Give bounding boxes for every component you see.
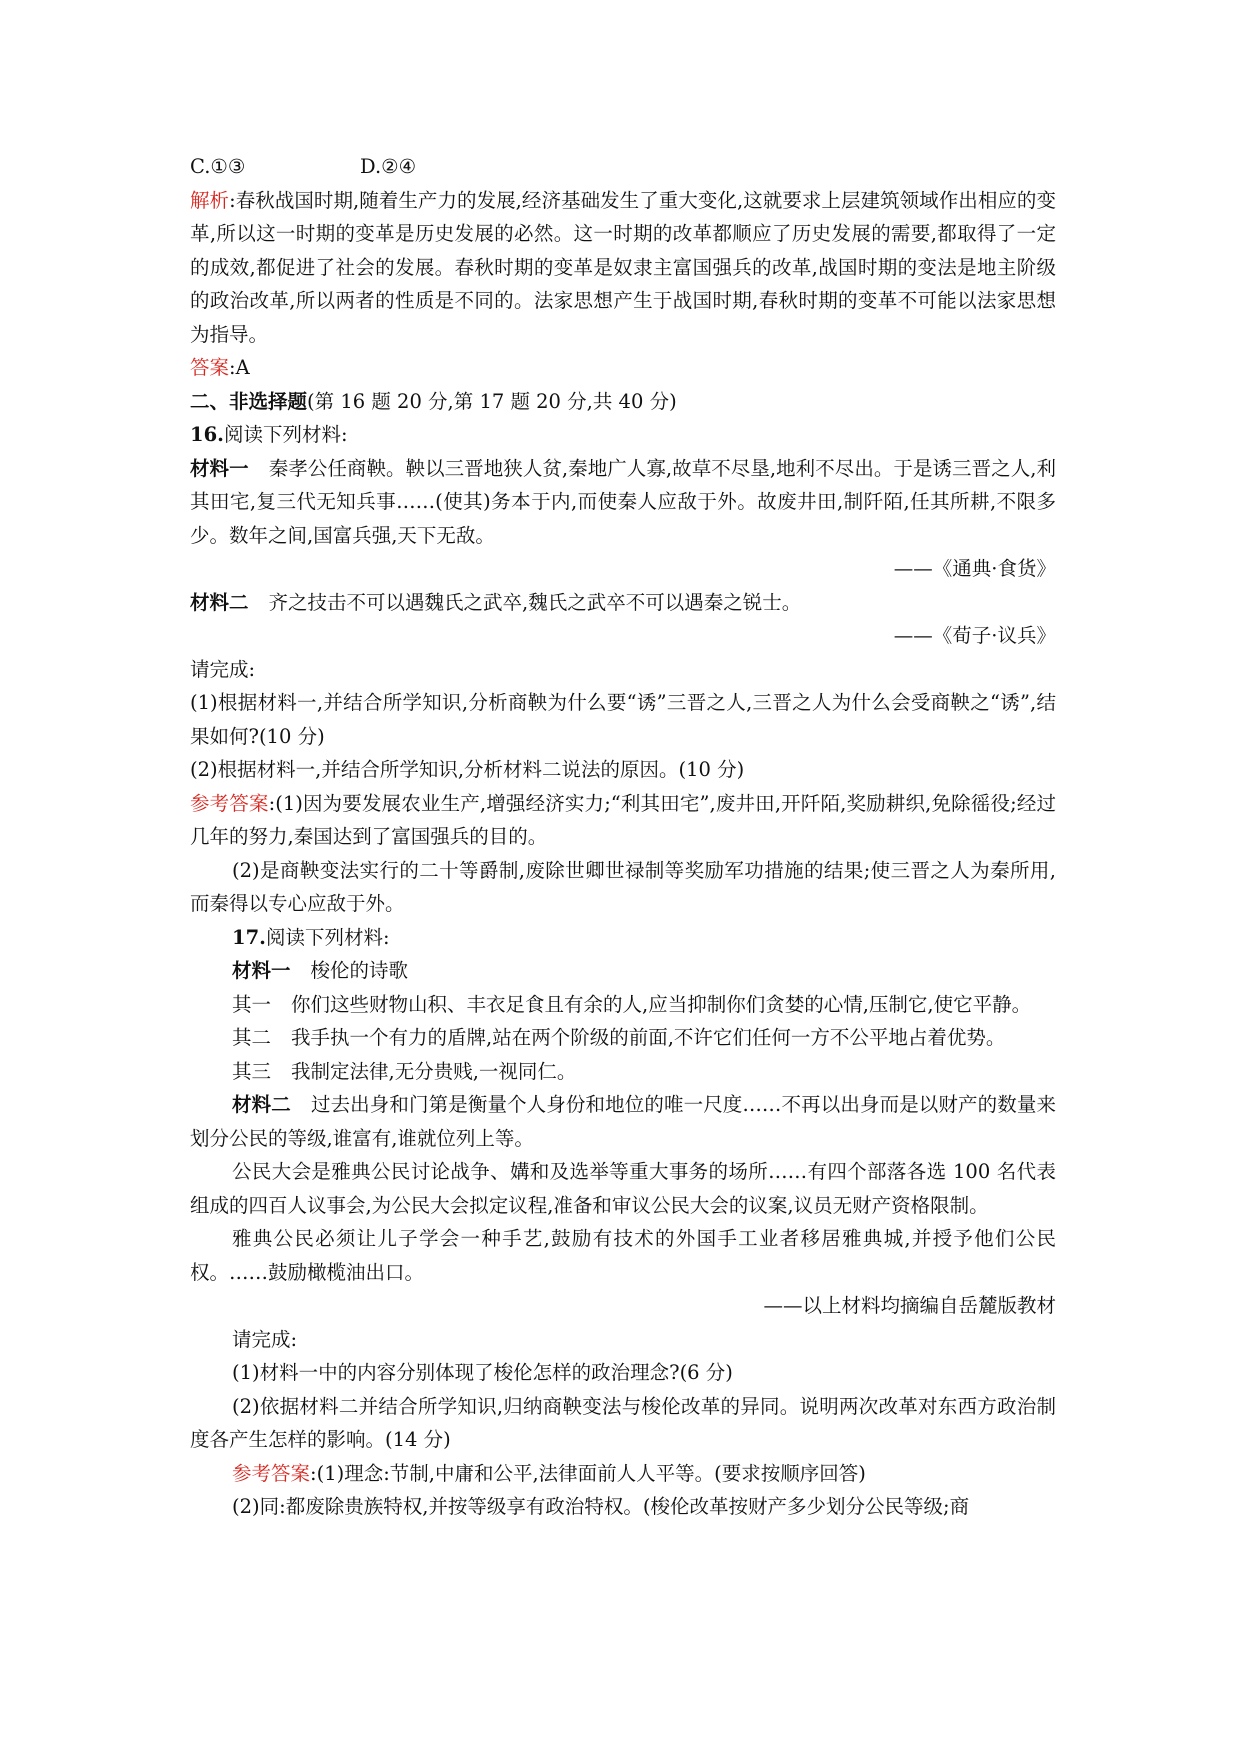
poem-2-text: 我手执一个有力的盾牌,站在两个阶级的前面,不许它们任何一方不公平地占着优势。 [291,1026,1006,1049]
q17-question-2: (2)依据材料二并结合所学知识,归纳商鞅变法与梭伦改革的异同。说明两次改革对东西方政治制度各产生怎样的影响。(14 分) [190,1394,1056,1451]
q16-ref-label: 参考答案 [190,791,269,815]
q17-m2-label: 材料二 [232,1093,291,1116]
q15-answer [190,351,1056,385]
poem-1-text: 你们这些财物山积、丰衣足食且有余的人,应当抑制你们贪婪的心情,压制它,使它平静。 [291,992,1032,1016]
poem-3-text: 我制定法律,无分贵贱,一视同仁。 [291,1059,577,1083]
section-note: (第 16 题 20 分,第 17 题 20 分,共 40 分) [307,389,677,413]
q17-reference-2: (2)同:都废除贵族特权,并按等级享有政治特权。(梭伦改革按财产多少划分公民等级;商 [232,1495,970,1518]
q17-ref-label: 参考答案 [232,1461,311,1485]
analysis-label: 解析 [190,188,230,212]
q17-number: 17. [232,925,266,949]
q17-m1-label: 材料一 [232,959,291,982]
q16-m1-source: ——《通典·食货》 [893,557,1056,580]
q16-prompt: 请完成: [190,657,256,681]
q16-question-2: (2)根据材料一,并结合所学知识,分析材料二说法的原因。(10 分) [190,758,745,781]
q15-options [190,150,1056,184]
q16-reference-1 [190,787,1056,854]
q17-material-1 [190,954,1056,988]
poem-1-label: 其一 [232,992,272,1016]
q17-question-1: (1)材料一中的内容分别体现了梭伦怎样的政治理念?(6 分) [232,1361,733,1384]
q17-stem-text: 阅读下列材料: [265,925,390,949]
q16-material-2 [190,586,1056,620]
q17-reference-1 [190,1457,1056,1491]
q17-ref1-text: :(1)理念:节制,中庸和公平,法律面前人人平等。(要求按顺序回答) [310,1461,866,1485]
q17-m2-paragraph-3: 雅典公民必须让儿子学会一种手艺,鼓励有技术的外国手工业者移居雅典城,并授予他们公民权。……鼓励橄榄油出口。 [190,1227,1056,1284]
q17-stem [190,921,1056,955]
q16-m1-text: 秦孝公任商鞅。鞅以三晋地狭人贫,秦地广人寡,故草不尽垦,地利不尽出。于是诱三晋之人,利其田宅,复三代无知兵事……(使其)务本于内,而使秦人应敌于外。故废井田,制阡陌,任其所耕,不限多少。数年之间,国富兵强,天下无敌。 [190,456,1056,547]
q17-m2-paragraph-2: 公民大会是雅典公民讨论战争、媾和及选举等重大事务的场所……有四个部落各选 100 名代表组成的四百人议事会,为公民大会拟定议程,准备和审议公民大会的议案,议员无财产资格限制。 [190,1160,1056,1217]
q16-ref1-text: :(1)因为要发展农业生产,增强经济实力;“利其田宅”,废井田,开阡陌,奖励耕织,免除徭役;经过几年的努力,秦国达到了富国强兵的目的。 [190,791,1056,848]
poem-2-label: 其二 [232,1026,272,1049]
answer-label: 答案 [190,356,230,379]
section-heading [190,385,1056,419]
section-title: 二、非选择题 [190,389,308,413]
option-c: C.①③ [190,155,246,178]
answer-text: :A [229,356,250,379]
q16-question-1: (1)根据材料一,并结合所学知识,分析商鞅为什么要“诱”三晋之人,三晋之人为什么会受商鞅之“诱”,结果如何?(10 分) [190,691,1056,748]
q16-stem [190,418,1056,452]
q17-source: ——以上材料均摘编自岳麓版教材 [763,1294,1056,1317]
q17-poem-2 [190,1021,1056,1055]
q17-material-2 [190,1088,1056,1155]
q16-reference-2: (2)是商鞅变法实行的二十等爵制,废除世卿世禄制等奖励军功措施的结果;使三晋之人为秦所用,而秦得以专心应敌于外。 [190,858,1056,915]
poem-3-label: 其三 [232,1059,272,1083]
q17-prompt: 请完成: [232,1327,298,1351]
q16-stem-text: 阅读下列材料: [223,423,348,446]
q17-m2-p1: 过去出身和门第是衡量个人身份和地位的唯一尺度……不再以出身而是以财产的数量来划分公民的等级,谁富有,谁就位列上等。 [190,1093,1056,1150]
q16-material-1 [190,452,1056,553]
q16-m2-source: ——《荀子·议兵》 [893,624,1056,647]
q16-m1-label: 材料一 [190,456,249,480]
q17-m1-title: 梭伦的诗歌 [310,959,409,982]
q16-number: 16. [190,423,224,446]
q16-m2-label: 材料二 [190,590,249,614]
q15-analysis [190,184,1056,352]
q17-poem-1 [190,988,1056,1022]
analysis-text: :春秋战国时期,随着生产力的发展,经济基础发生了重大变化,这就要求上层建筑领域作出相应的变革,所以这一时期的变革是历史发展的必然。这一时期的改革都顺应了历史发展的需要,都取得了一定的成效,都促进了社会的发展。春秋时期的变革是奴隶主富国强兵的改革,战国时期的变法是地主阶级的政治改革,所以两者的性质是不同的。法家思想产生于战国时期,春秋时期的变革不可能以法家思想为指导。 [190,188,1056,346]
q16-m2-text: 齐之技击不可以遇魏氏之武卒,魏氏之武卒不可以遇秦之锐士。 [268,590,802,614]
q17-poem-3 [190,1055,1056,1089]
document-content [190,150,1056,1524]
option-d: D.②④ [360,155,417,178]
